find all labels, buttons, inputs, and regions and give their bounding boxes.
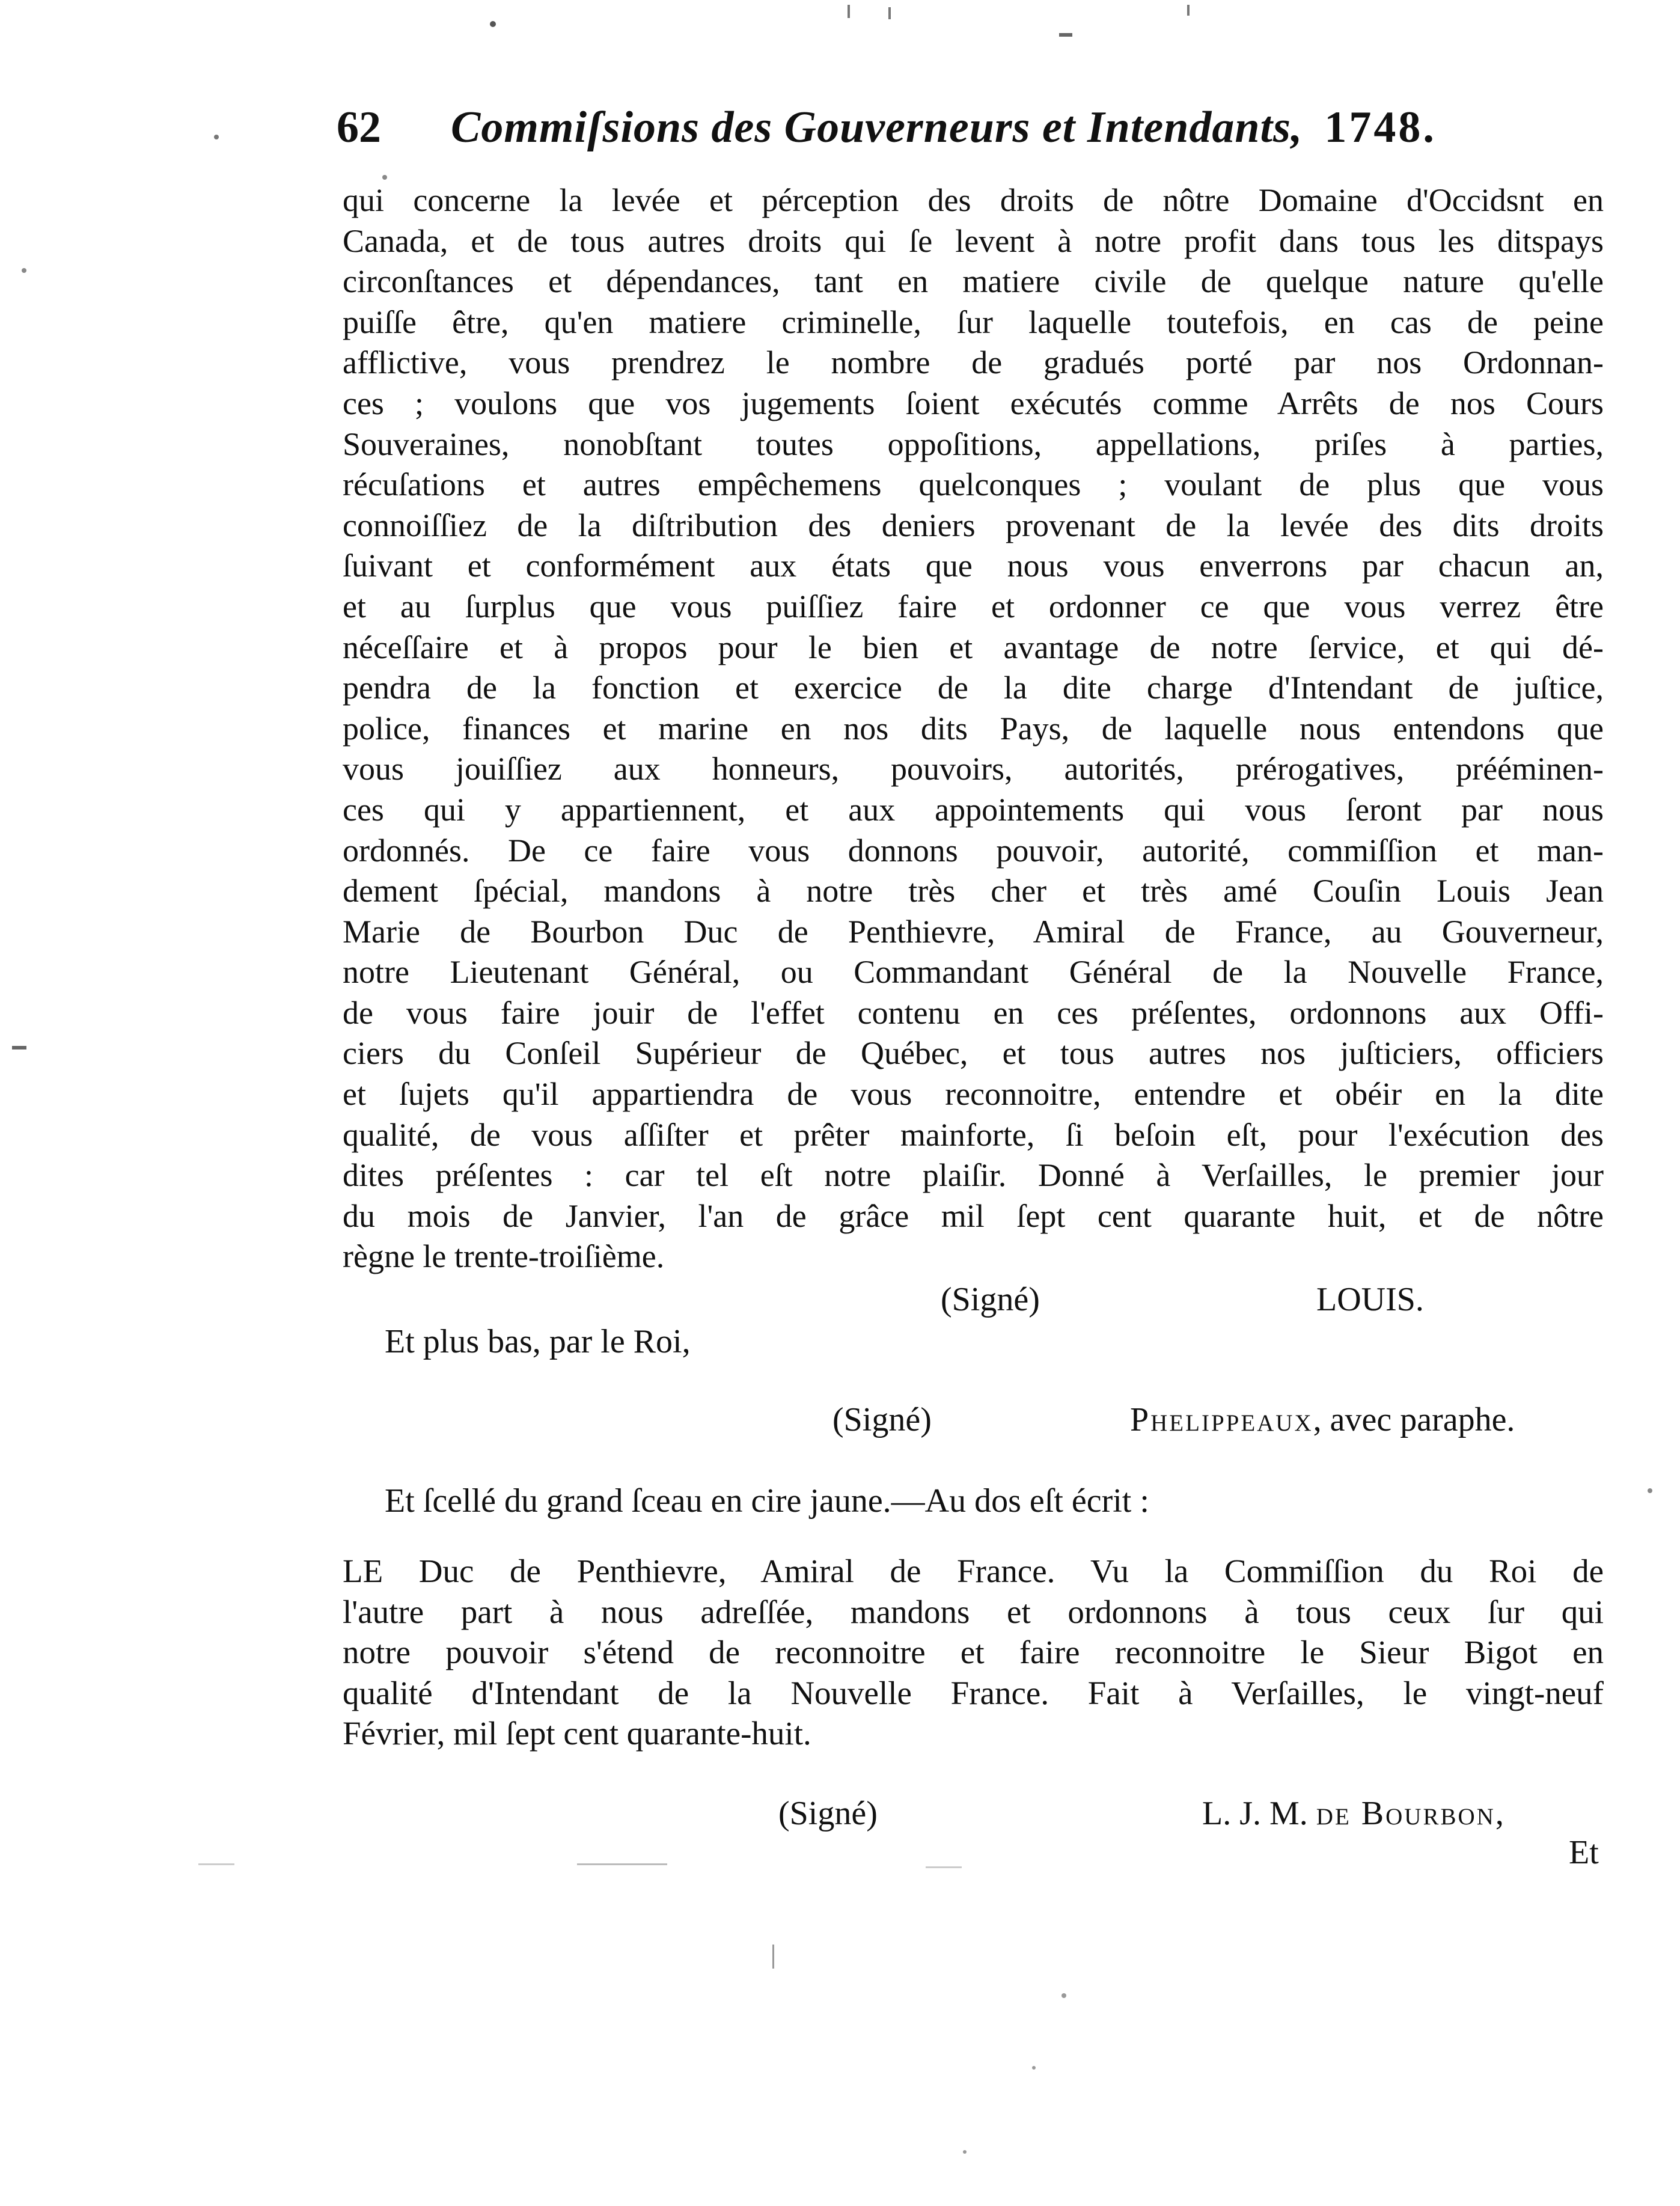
text-line: ces qui y appartiennent, et aux appointements qui vous ſeront par nous [343,791,1604,828]
text-line: néceſſaire et à propos pour le bien et avantage de notre ſervice, et qui dé- [343,629,1604,665]
text-line: dement ſpécial, mandons à notre très cher et très amé Couſin Louis Jean [343,873,1604,909]
text-line: l'autre part à nous adreſſée, mandons et ordonnons à tous ceux ſur qui [343,1593,1604,1630]
page-number: 62 [337,103,381,152]
text-line: du mois de Janvier, l'an de grâce mil ſept cent quarante huit, et de nôtre [343,1197,1604,1234]
signatory-suffix: , avec paraphe. [1313,1401,1515,1438]
signatory-bourbon [1202,1794,1506,1833]
text-line: ordonnés. De ce faire vous donnons pouvoir, autorité, commiſſion et man- [343,832,1604,869]
text-line: police, finances et marine en nos dits Pays, de laquelle nous entendons que [343,710,1604,747]
running-year: 1748. [1324,103,1437,152]
text-line: dites préſentes : car tel eſt notre plaiſir. Donné à Verſailles, le premier jour [343,1157,1604,1194]
text-line: Souveraines, nonobſtant toutes oppoſitions, appellations, priſes à parties, [343,426,1604,462]
text-line: qui concerne la levée et pérception des droits de nôtre Domaine d'Occidsnt en [343,182,1604,218]
text-line: notre pouvoir s'étend de reconnoitre et faire reconnoitre le Sieur Bigot en [343,1634,1604,1671]
text-line: ciers du Conſeil Supérieur de Québec, et tous autres nos juſticiers, officiers [343,1035,1604,1072]
catchword: Et [1569,1834,1599,1871]
signatory-initials: L. J. M. [1202,1795,1316,1832]
text-line: circonſtances et dépendances, tant en matiere civile de quelque nature qu'elle [343,263,1604,300]
signatory-name: Phelippeaux [1130,1401,1313,1438]
text-line: et ſujets qu'il appartiendra de vous reconnoitre, entendre et obéir en la dite [343,1076,1604,1113]
text-line: et au ſurplus que vous puiſſiez faire et ordonner ce que vous verrez être [343,588,1604,625]
text-line: Février, mil ſept cent quarante-huit. [343,1715,811,1752]
signatory-phelippeaux [1130,1401,1515,1439]
signed-label: (Signé) [832,1401,932,1438]
text-line: puiſſe être, qu'en matiere criminelle, ſur laquelle toutefois, en cas de peine [343,304,1604,340]
running-title: Commiſsions des Gouverneurs et Intendants, [451,103,1303,152]
text-line: pendra de la fonction et exercice de la dite charge d'Intendant de juſtice, [343,670,1604,706]
text-line: règne le trente-troiſième. [343,1238,665,1275]
text-line: récuſations et autres empêchemens quelconques ; voulant de plus que vous [343,466,1604,503]
text-line: qualité, de vous aſſiſter et prêter mainforte, ſi beſoin eſt, pour l'exécution des [343,1116,1604,1153]
text-line: Marie de Bourbon Duc de Penthievre, Amiral de France, au Gouverneur, [343,913,1604,950]
signatory-louis: LOUIS. [1316,1281,1424,1318]
text-line: Canada, et de tous autres droits qui ſe levent à notre profit dans tous les ditspays [343,222,1604,259]
text-line: LE Duc de Penthievre, Amiral de France. Vu la Commiſſion du Roi de [343,1553,1604,1589]
text-line: afflictive, vous prendrez le nombre de gradués porté par nos Ordonnan- [343,344,1604,381]
signed-label: (Signé) [941,1281,1040,1318]
endorsement-text [343,1551,1604,1754]
text-line: de vous faire jouir de l'effet contenu en ces préſentes, ordonnons aux Offi- [343,994,1604,1031]
signed-label: (Signé) [778,1795,878,1832]
commission-body-text [343,180,1604,1277]
signatory-surname: de Bourbon, [1316,1795,1506,1832]
text-line: vous jouiſſiez aux honneurs, pouvoirs, autorités, prérogatives, prééminen- [343,751,1604,787]
text-line: connoiſſiez de la diſtribution des deniers provenant de la levée des dits droits [343,507,1604,543]
text-line: notre Lieutenant Général, ou Commandant Général de la Nouvelle France, [343,954,1604,991]
text-line: ces ; voulons que vos jugements ſoient exécutés comme Arrêts de nos Cours [343,385,1604,421]
seal-line: Et ſcellé du grand ſceau en cire jaune.—Au dos eſt écrit : [385,1482,1149,1520]
running-head [337,102,1617,168]
text-line: qualité d'Intendant de la Nouvelle France. Fait à Verſailles, le vingt-neuf [343,1674,1604,1711]
text-line: ſuivant et conformément aux états que nous vous enverrons par chacun an, [343,548,1604,584]
plus-bas-line: Et plus bas, par le Roi, [385,1323,691,1360]
